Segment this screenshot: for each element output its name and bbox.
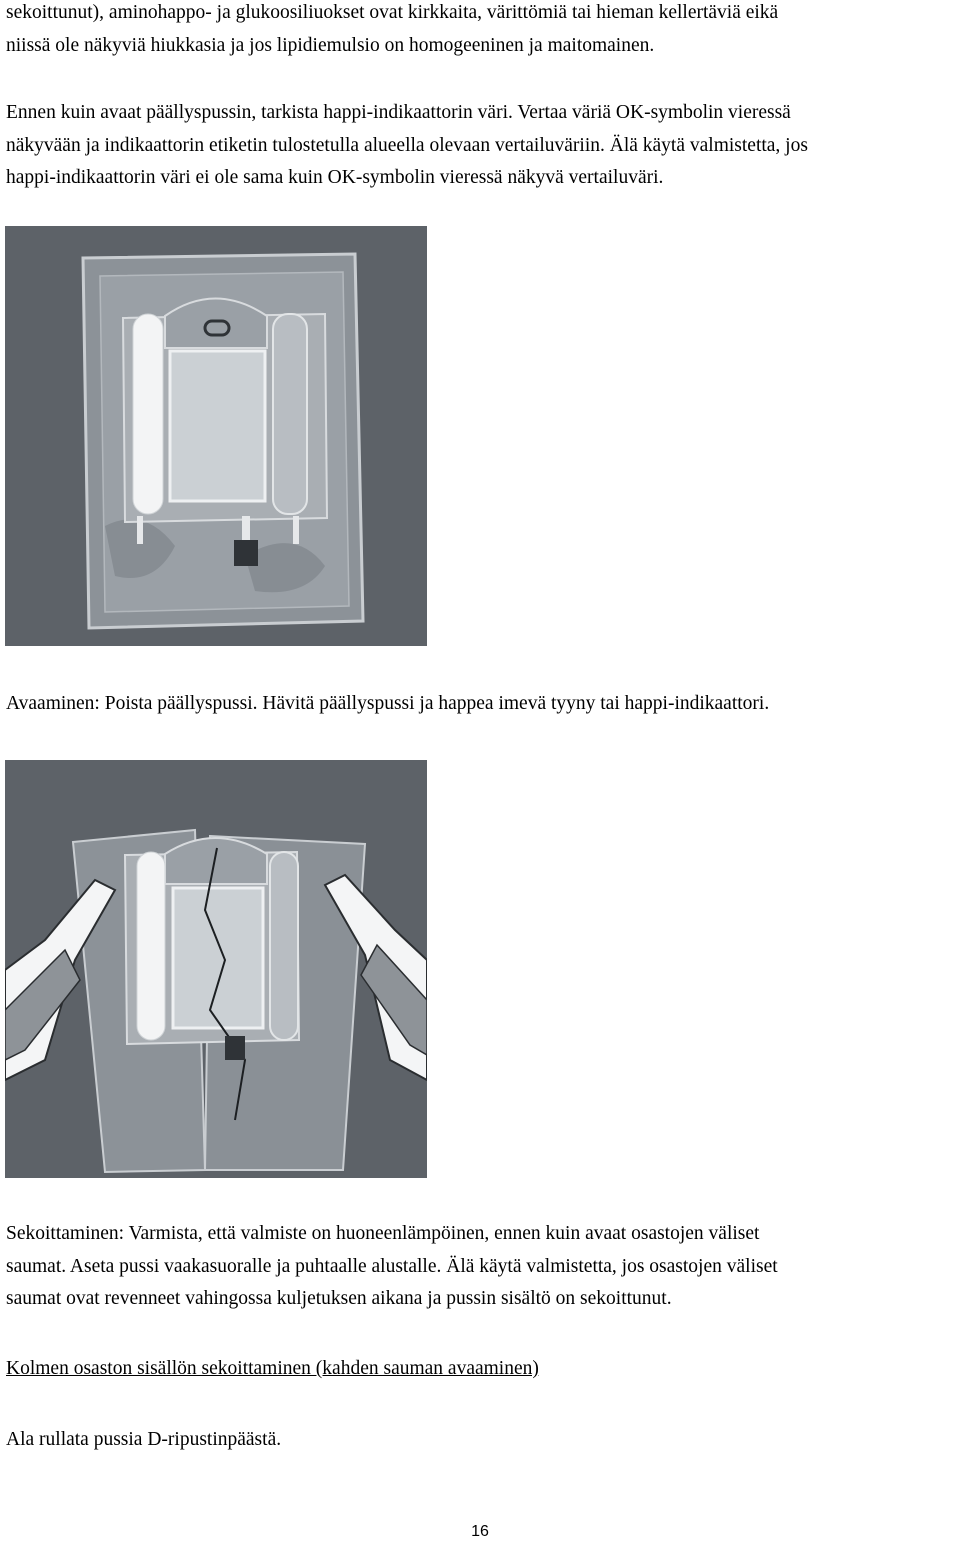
oxygen-line-3: happi-indikaattorin väri ei ole sama kuin OK-symbolin vieressä näkyvä vertailuväri.	[6, 167, 664, 188]
mixing-line-3: saumat ovat revenneet vahingossa kuljetuksen aikana ja pussin sisältö on sekoittunut.	[6, 1288, 672, 1309]
mixing-paragraph	[6, 1218, 956, 1316]
page-number: 16	[471, 1523, 489, 1540]
figure-hands-tearing-overpouch	[5, 760, 427, 1178]
intro-line-1: sekoittunut), aminohappo- ja glukoosiliuokset ovat kirkkaita, värittömiä tai hieman kellertäviä eikä	[6, 2, 779, 23]
mixing-line-2: saumat. Aseta pussi vaakasuoralle ja puhtaalle alustalle. Älä käytä valmistetta, jos osastojen väliset	[6, 1255, 778, 1277]
section-heading: Kolmen osaston sisällön sekoittaminen (kahden sauman avaaminen)	[6, 1358, 539, 1379]
three-chamber-bag-in-overpouch-illustration	[5, 226, 427, 646]
mixing-line-1: Sekoittaminen: Varmista, että valmiste on huoneenlämpöinen, ennen kuin avaat osastojen väliset	[6, 1223, 760, 1244]
figure-bag-in-overpouch	[5, 226, 427, 646]
intro-line-2: niissä ole näkyviä hiukkasia ja jos lipidiemulsio on homogeeninen ja maitomainen.	[6, 34, 655, 56]
hands-tearing-overpouch-illustration	[5, 760, 427, 1178]
oxygen-indicator-paragraph	[6, 97, 956, 195]
oxygen-line-1: Ennen kuin avaat päällyspussin, tarkista happi-indikaattorin väri. Vertaa väriä OK-symbolin vieressä	[6, 102, 791, 123]
opening-caption: Avaaminen: Poista päällyspussi. Hävitä päällyspussi ja happea imevä tyyny tai happi-indikaattori.	[6, 693, 770, 714]
intro-paragraph	[6, 0, 956, 62]
oxygen-line-2: näkyvään ja indikaattorin etiketin tulostetulla alueella olevaan vertailuväriin. Älä käytä valmistetta, jos	[6, 134, 808, 156]
roll-instruction: Ala rullata pussia D-ripustinpäästä.	[6, 1429, 282, 1450]
